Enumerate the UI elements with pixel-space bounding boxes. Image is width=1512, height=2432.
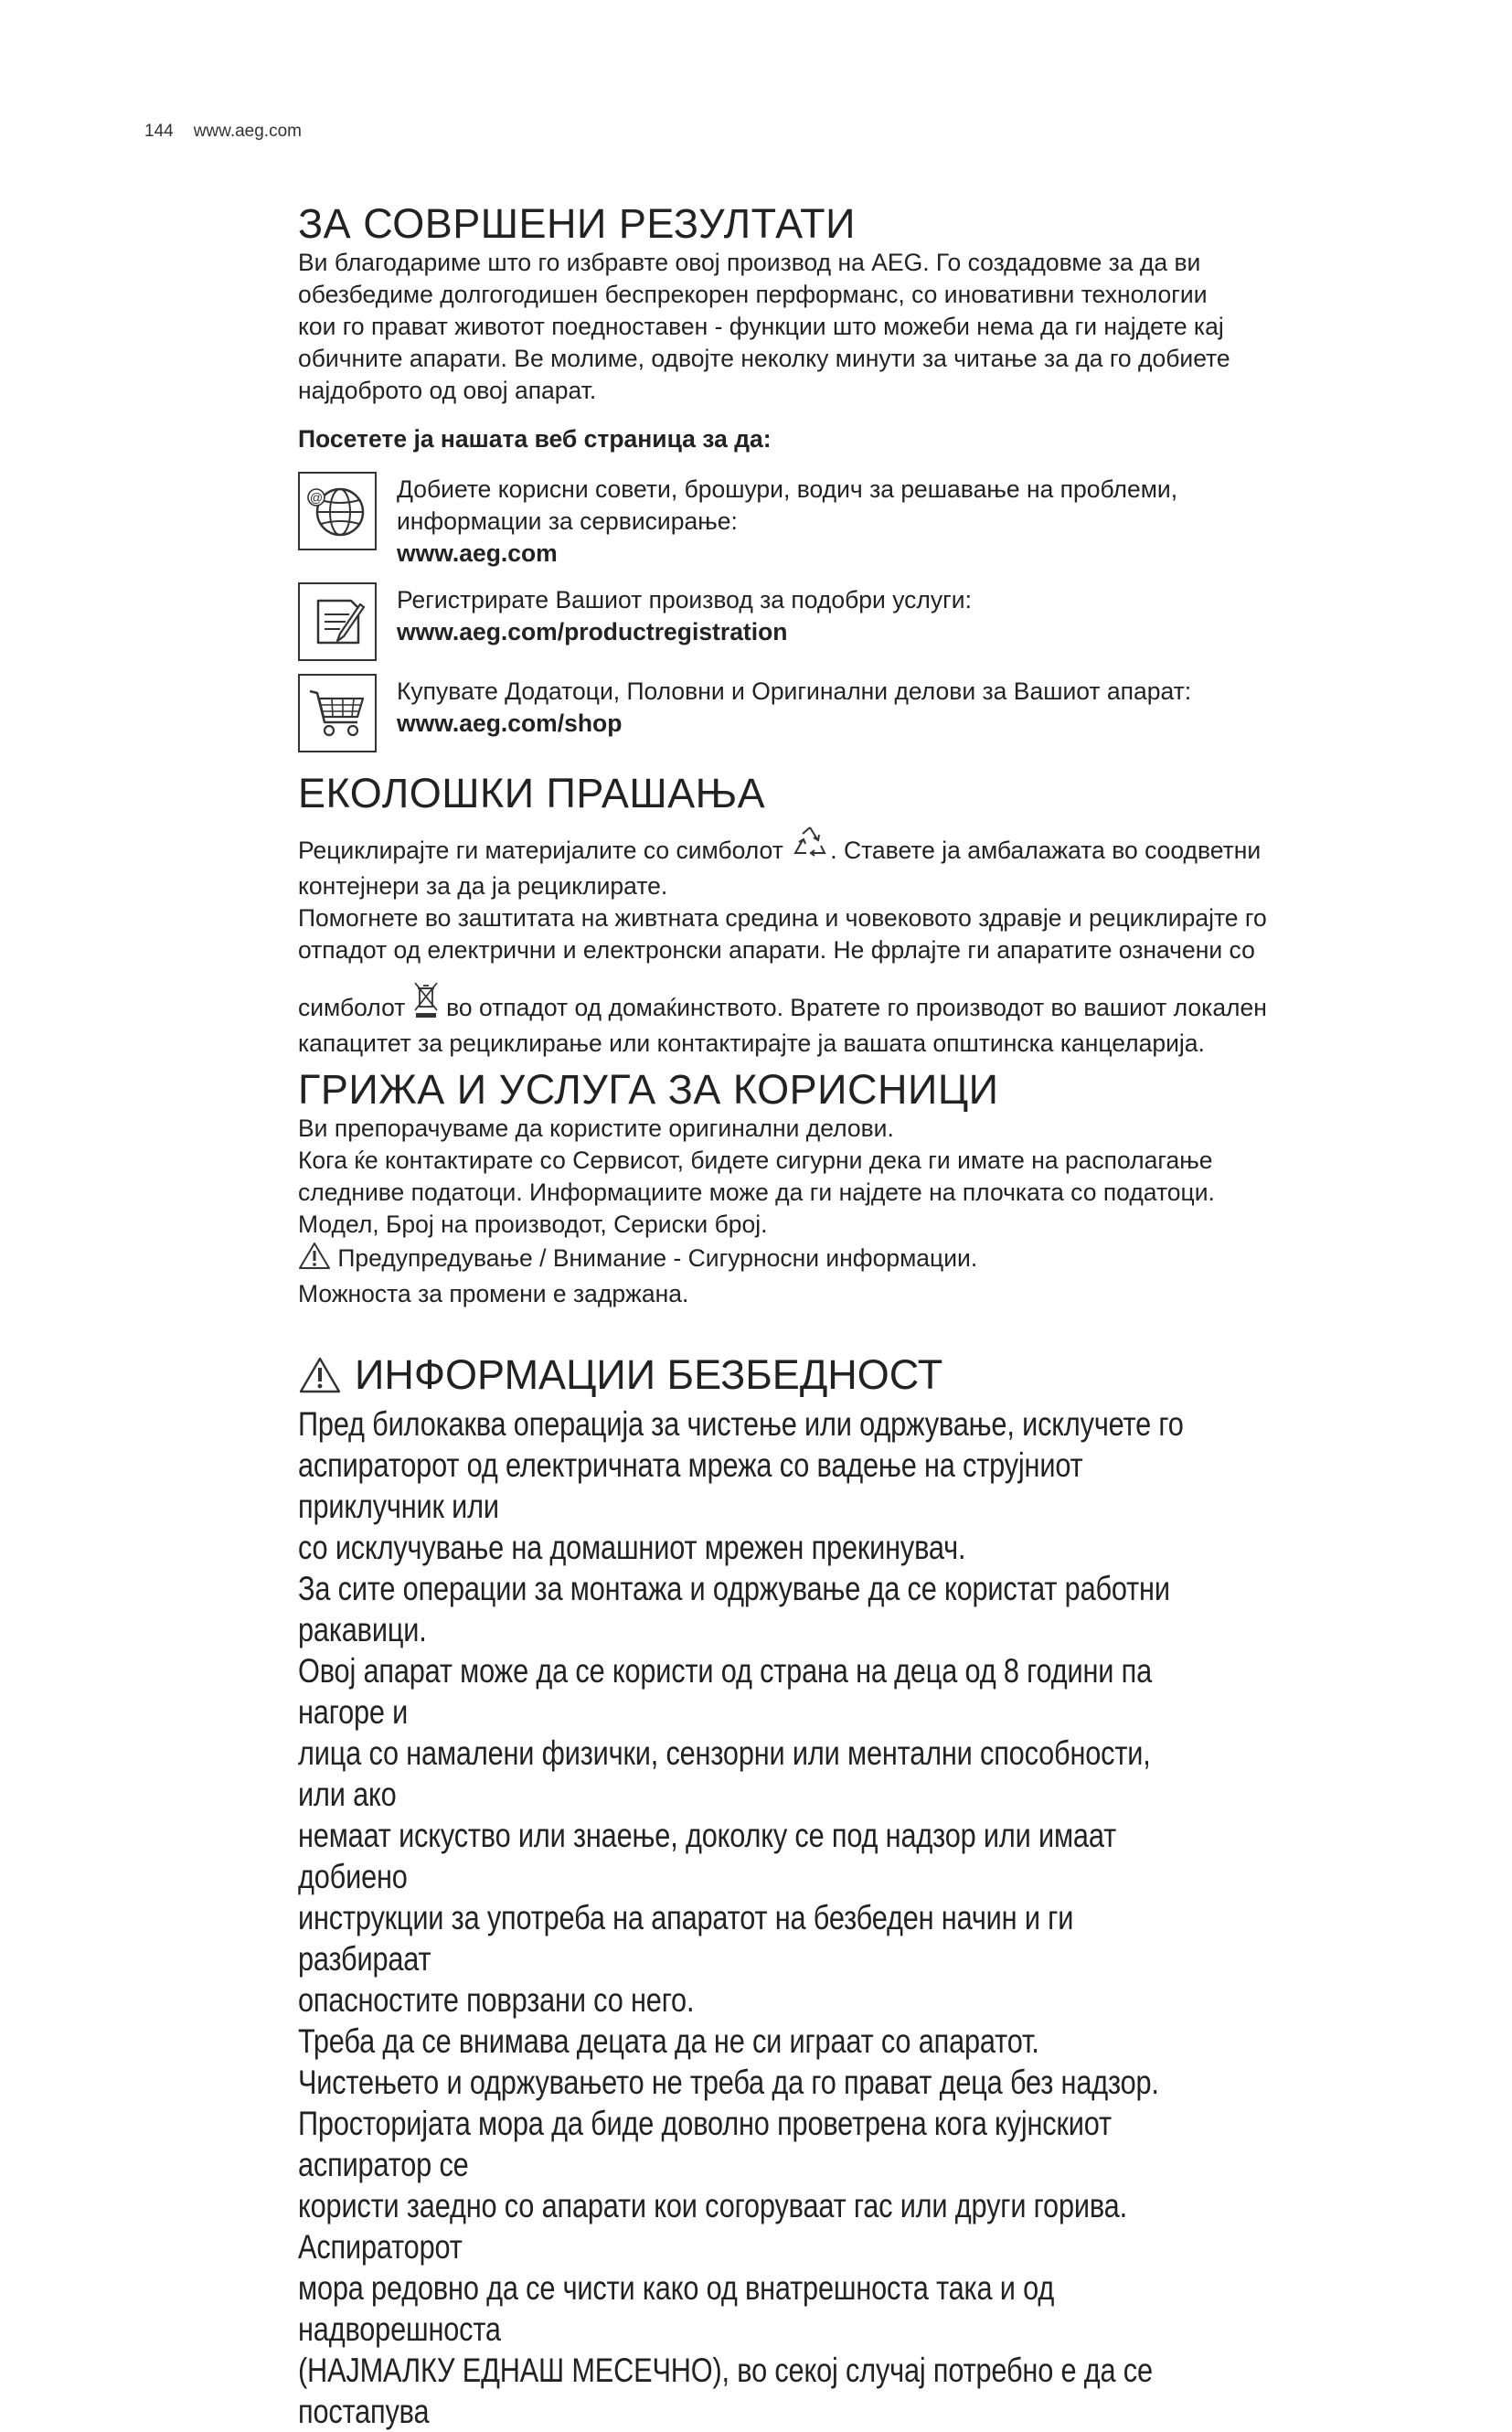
intro-line: Ви благодариме што го избравте овој производ на AEG. Го создадовме за да ви (298, 249, 1201, 276)
section-title-perfect-results: ЗА СОВРШЕНИ РЕЗУЛТАТИ (298, 200, 857, 247)
safety-line: немаат искуство или знаење, доколку се под надзор или имаат добиено (298, 1817, 1116, 1895)
weee-line (298, 979, 1395, 1028)
registration-url-link[interactable]: www.aeg.com/productregistration (397, 618, 788, 645)
link-description: Регистрирате Вашиот производ за подобри услуги: (397, 586, 972, 613)
safety-title-text: ИНФОРМАЦИИ БЕЗБЕДНОСТ (355, 1351, 943, 1398)
link-row-support (298, 472, 1395, 570)
safety-line: Треба да се внимава децата да не си играат со апаратот. (298, 2022, 1039, 2060)
link-description: информации за сервисирање: (397, 507, 738, 535)
warning-info-line (298, 1241, 1395, 1278)
environment-line: отпадот од електрични и електронски апарати. Не фрлајте ги апаратите означени со (298, 936, 1255, 964)
safety-line: аспираторот од електричната мрежа со вадење на струјниот приклучник или (298, 1446, 1083, 1525)
link-text-shop (397, 674, 1191, 740)
warning-triangle-icon (298, 1241, 331, 1278)
page-header (144, 122, 302, 142)
crossed-bin-icon (412, 979, 440, 1028)
intro-line: обичните апарати. Ве молиме, одвојте неколку минути за читање за да го добиете (298, 345, 1230, 372)
safety-line: мора редовно да се чисти како од внатрешноста така и од надворешноста (298, 2269, 1055, 2348)
link-row-registration (298, 582, 1395, 661)
safety-line: користи заедно со апарати кои согоруваат гас или други горива. Аспираторот (298, 2187, 1127, 2266)
safety-line: опасностите поврзани со него. (298, 1981, 695, 2019)
environment-line: Помогнете во заштитата на живтната средина и човековото здравје и рециклирајте го (298, 904, 1267, 932)
shopping-cart-icon (298, 674, 377, 752)
recycle-text-after: . Ставете ја амбалажата во соодветни (830, 837, 1262, 864)
intro-line: обезбедиме долгогодишен беспрекорен перформанс, со иновативни технологии (298, 281, 1208, 308)
registration-form-icon (298, 582, 377, 661)
environment-paragraph (298, 822, 1395, 1060)
environment-line: контејнери за да ја рециклирате. (298, 872, 668, 900)
svg-text:@: @ (309, 490, 324, 505)
web-globe-icon (298, 472, 377, 550)
visit-website-heading: Посетете ја нашата веб страница за да: (298, 425, 772, 453)
link-description: Добиете корисни совети, брошури, водич за решавање на проблеми, (397, 475, 1178, 503)
weee-text-after: во отпадот од домаќинството. Вратете го производот во вашиот локален (446, 994, 1267, 1021)
link-text-support (397, 472, 1177, 570)
safety-line: со исклучување на домашниот мрежен прекинувач. (298, 1529, 966, 1566)
page-content (298, 201, 1395, 2432)
care-line: Кога ќе контактирате со Сервисот, бидете сигурни дека ги имате на располагање (298, 1147, 1213, 1174)
weee-text-before: симболот (298, 994, 406, 1021)
safety-line: инструкции за употреба на апаратот на безбеден начин и ги разбираат (298, 1899, 1074, 1978)
intro-paragraph (298, 247, 1395, 407)
support-url-link[interactable]: www.aeg.com (397, 539, 558, 567)
care-line: Ви препорачуваме да користите оригинални делови. (298, 1115, 894, 1142)
customer-care-paragraph (298, 1113, 1395, 1310)
care-line: Модел, Број на производот, Сериски број. (298, 1211, 768, 1238)
link-text-registration (397, 582, 972, 648)
link-description: Купувате Додатоци, Половни и Оригинални делови за Вашиот апарат: (397, 677, 1192, 705)
section-title-safety (298, 1352, 1395, 1398)
safety-line: лица со намалени физички, сензорни или ментални способности, или ако (298, 1734, 1151, 1813)
warning-info-text: Предупредување / Внимание - Сигурносни информации. (337, 1244, 978, 1272)
safety-line: Чистењето и одржувањето не треба да го прават деца без надзор. (298, 2064, 1159, 2101)
page-number: 144 (144, 122, 174, 141)
intro-line: кои го прават животот поедноставен - функции што можеби нема да ги најдете кај (298, 313, 1224, 340)
safety-paragraph (298, 1403, 1201, 2432)
environment-line: капацитет за рециклирање или контактирајте ја вашата општинска канцеларија. (298, 1029, 1205, 1057)
link-row-shop (298, 674, 1395, 752)
care-line: Можноста за промени е задржана. (298, 1280, 689, 1307)
header-site-link[interactable]: www.aeg.com (193, 122, 302, 141)
safety-line: Пред билокаква операција за чистење или одржување, исклучете го (298, 1405, 1184, 1443)
shop-url-link[interactable]: www.aeg.com/shop (397, 709, 623, 737)
section-title-environment: ЕКОЛОШКИ ПРАШАЊА (298, 770, 766, 816)
warning-triangle-icon (298, 1356, 342, 1394)
safety-line: (НАЈМАЛКУ ЕДНАШ МЕСЕЧНО), во секој случај потребно е да се постапува (298, 2352, 1153, 2430)
safety-line: За сите операции за монтажа и одржување да се користат работни ракавици. (298, 1570, 1170, 1648)
recycle-text-before: Рециклирајте ги материјалите со симболот (298, 837, 783, 864)
intro-line: најдоброто од овој апарат. (298, 377, 597, 404)
recycle-icon (790, 822, 830, 870)
safety-line: Овој апарат може да се користи од страна на деца од 8 години па нагоре и (298, 1652, 1153, 1731)
care-line: следниве податоци. Информациите може да ги најдете на плочката со податоци. (298, 1179, 1215, 1206)
recycle-line (298, 822, 1395, 870)
safety-line: Просторијата мора да биде доволно проветрена кога кујнскиот аспиратор се (298, 2105, 1112, 2183)
section-title-customer-care: ГРИЖА И УСЛУГА ЗА КОРИСНИЦИ (298, 1066, 999, 1113)
